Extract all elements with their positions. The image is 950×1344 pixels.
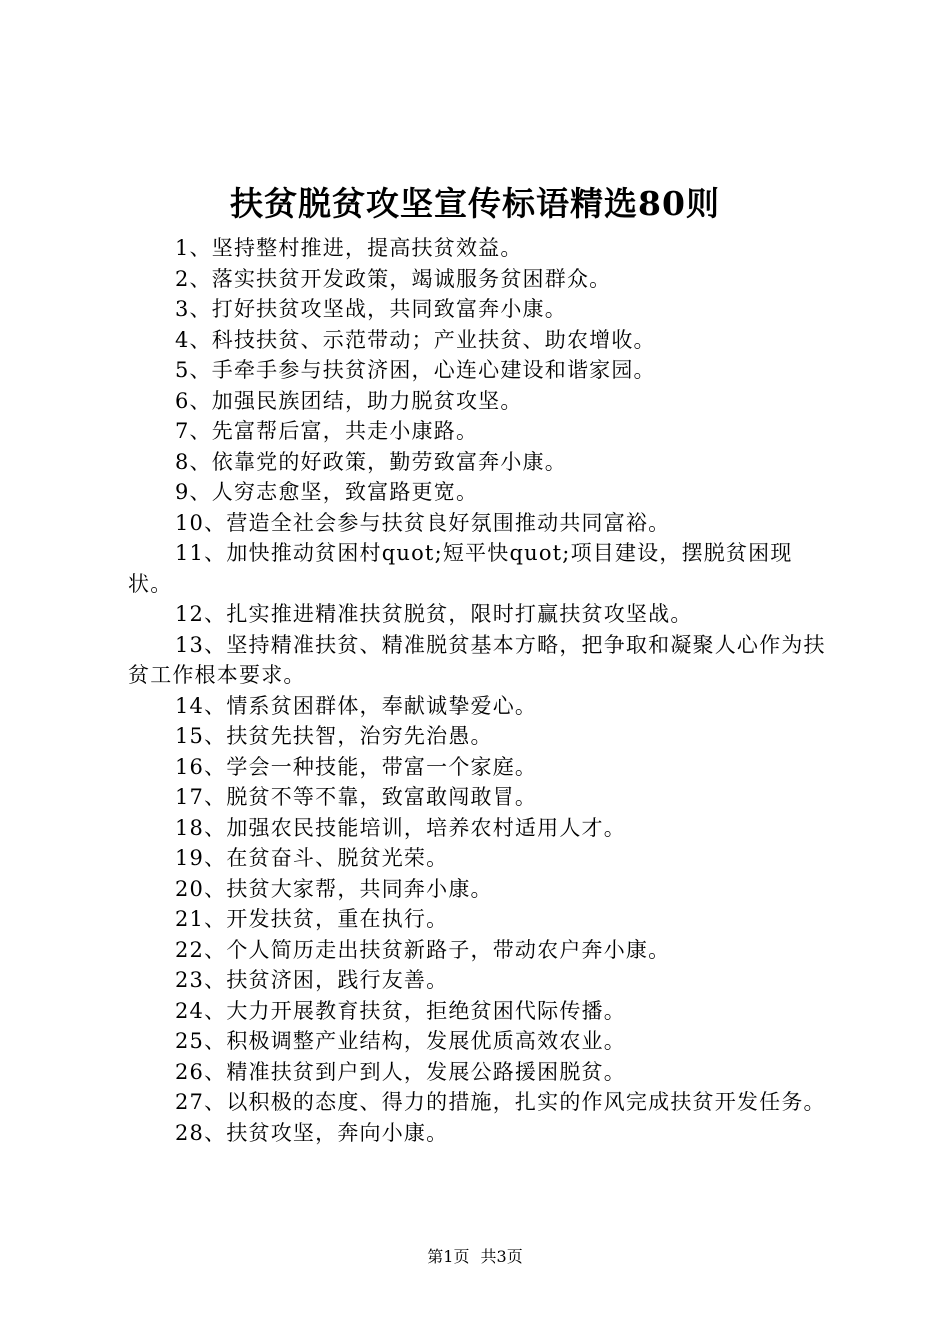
slogan-item: 19、在贫奋斗、脱贫光荣。 (175, 846, 449, 870)
slogan-item: 11、加快推动贫困村quot;短平快quot;项目建设，摆脱贫困现状。 (128, 541, 793, 596)
slogan-item: 5、手牵手参与扶贫济困，心连心建设和谐家园。 (175, 358, 656, 382)
slogan-item: 28、扶贫攻坚，奔向小康。 (175, 1120, 449, 1145)
slogan-item: 2、落实扶贫开发政策，竭诚服务贫困群众。 (175, 266, 612, 291)
document-title: 扶贫脱贫攻坚宣传标语精选80则 (230, 184, 720, 223)
slogan-item: 13、坚持精准扶贫、精准脱贫基本方略，把争取和凝聚人心作为扶贫工作根本要求。 (128, 632, 826, 687)
slogan-item: 7、先富帮后富，共走小康路。 (175, 419, 479, 443)
slogan-item: 6、加强民族团结，助力脱贫攻坚。 (175, 388, 523, 413)
slogan-item: 10、营造全社会参与扶贫良好氛围推动共同富裕。 (175, 510, 671, 535)
slogan-item: 16、学会一种技能，带富一个家庭。 (175, 754, 538, 779)
page-number: 第1页 (427, 1247, 470, 1266)
slogan-item: 22、个人简历走出扶贫新路子，带动农户奔小康。 (175, 937, 671, 962)
slogan-item: 27、以积极的态度、得力的措施，扎实的作风完成扶贫开发任务。 (175, 1090, 826, 1114)
slogan-item: 9、人穷志愈坚，致富路更宽。 (175, 480, 479, 504)
slogan-item: 23、扶贫济困，践行友善。 (175, 968, 449, 992)
slogan-item: 4、科技扶贫、示范带动；产业扶贫、助农增收。 (175, 327, 656, 352)
slogan-item: 25、积极调整产业结构，发展优质高效农业。 (175, 1029, 626, 1053)
slogan-item: 21、开发扶贫，重在执行。 (175, 907, 449, 931)
slogan-item: 24、大力开展教育扶贫，拒绝贫困代际传播。 (175, 998, 626, 1023)
slogan-item: 18、加强农民技能培训，培养农村适用人才。 (175, 815, 626, 840)
slogan-item: 3、打好扶贫攻坚战，共同致富奔小康。 (175, 297, 567, 321)
slogan-item: 1、坚持整村推进，提高扶贫效益。 (175, 236, 523, 260)
slogan-item: 15、扶贫先扶智，治穷先治愚。 (175, 724, 493, 748)
slogan-item: 17、脱贫不等不靠，致富敢闯敢冒。 (175, 785, 538, 809)
page-footer (0, 1247, 950, 1267)
slogan-item: 26、精准扶贫到户到人，发展公路援困脱贫。 (175, 1059, 626, 1084)
slogan-item: 12、扎实推进精准扶贫脱贫，限时打赢扶贫攻坚战。 (175, 602, 693, 626)
slogan-item: 8、依靠党的好政策，勤劳致富奔小康。 (175, 449, 567, 474)
page-total: 共3页 (480, 1247, 523, 1266)
slogan-item: 14、情系贫困群体，奉献诚挚爱心。 (175, 693, 538, 718)
slogan-item: 20、扶贫大家帮，共同奔小康。 (175, 876, 493, 901)
slogan-list (128, 233, 834, 1148)
